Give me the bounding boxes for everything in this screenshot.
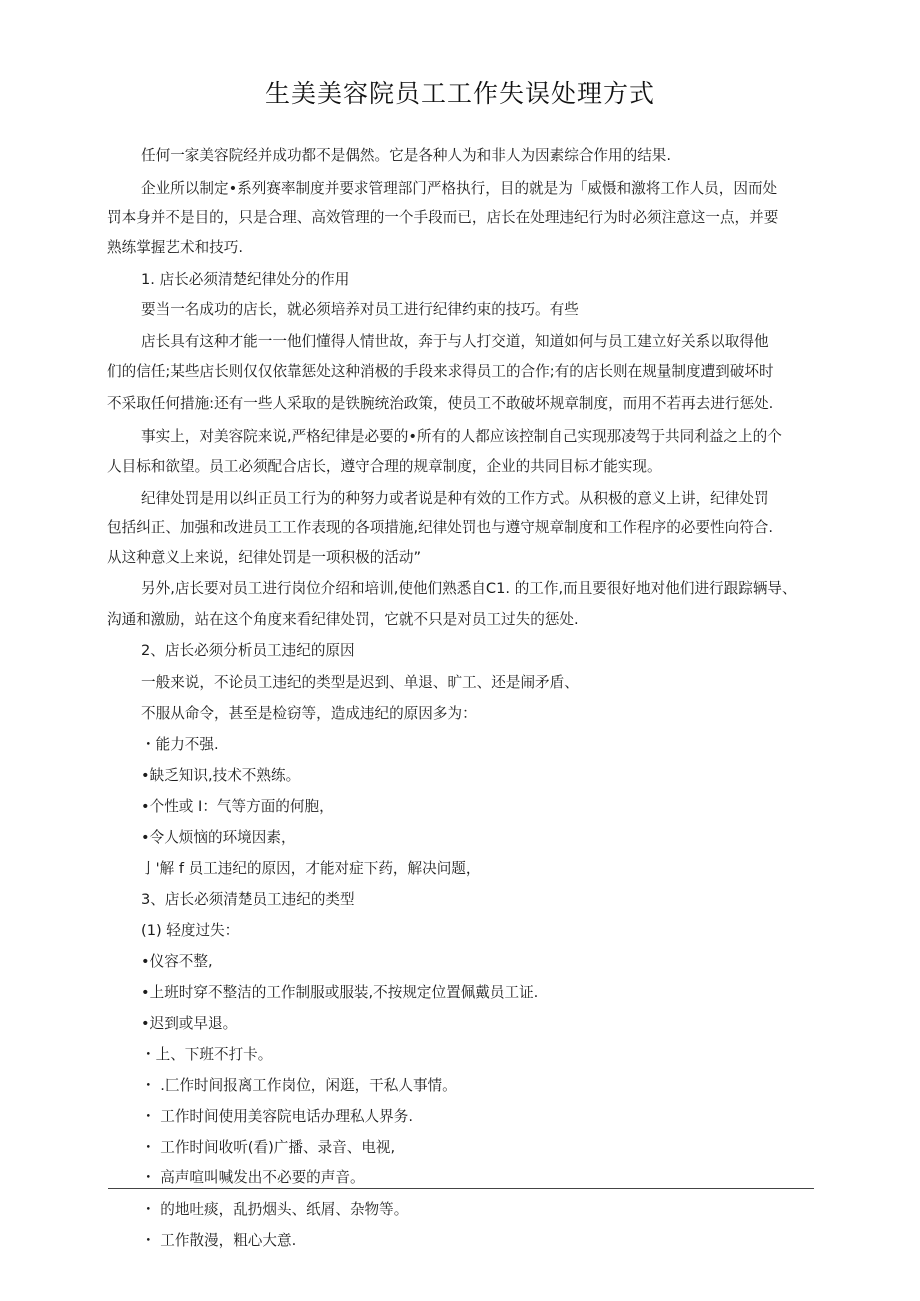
body-line: 要当一名成功的店长，就必须培养对员工进行纪律约束的技巧。有些 — [141, 301, 579, 318]
body-line: 不服从命令，甚至是检窃等，造成违纪的原因多为： — [141, 705, 477, 722]
body-line: 企业所以制定•系列赛率制度并要求管理部门严格执行，目的就是为「威慑和激将工作人员，因而处 — [141, 180, 778, 197]
list-item: •迟到或早退。 — [141, 1015, 238, 1032]
body-line: 另外,店长要对员工进行岗位介绍和培训,使他们熟悉自C1. 的工作,而且要很好地对他们进行跟踪辆导、 — [141, 580, 797, 597]
body-line: 沟通和激励，站在这个角度来看纪律处罚，它就不只是对员工过失的惩处. — [107, 611, 579, 628]
list-item: •个性或 I：气等方面的何胞， — [141, 798, 334, 815]
body-line: 事实上，对美容院来说,严格纪律是必要的•所有的人都应该控制自己实现那凌驾于共同利益之上的个 — [141, 428, 782, 445]
list-item: ・上、下班不打卡。 — [141, 1046, 273, 1063]
list-item: •缺乏知识,技术不熟练。 — [141, 767, 301, 784]
list-item: ・ 工作时间使用美容院电话办理私人界务. — [141, 1108, 413, 1125]
section-heading: 1. 店长必须清楚纪律处分的作用 — [141, 271, 350, 288]
body-line: 熟练掌握艺术和技巧. — [107, 239, 243, 256]
body-line: 纪律处罚是用以纠正员工行为的种努力或者说是种有效的工作方式。从积极的意义上讲，纪律处罚 — [141, 490, 769, 507]
list-item: •仪容不整, — [141, 953, 213, 970]
list-item: •上班时穿不整洁的工作制服或服装,不按规定位置佩戴员工证. — [141, 984, 539, 1001]
body-line: 们的信任;某些店长则仅仅依靠惩处这种消极的手段来求得员工的合作;有的店长则在规量制度遭到破坏时 — [107, 363, 774, 380]
list-item: ・ .匚作时间报离工作岗位，闲逛，干私人事情。 — [141, 1077, 457, 1094]
body-line: 从这种意义上来说，纪律处罚是一项积极的活动” — [107, 549, 422, 566]
list-item: ・ 工作时间收听(看)广播、录音、电视, — [141, 1139, 396, 1156]
list-item: ・ 工作散漫，粗心大意. — [141, 1232, 297, 1249]
document-title: 生美美容院员工工作失误处理方式 — [264, 79, 655, 108]
list-item: ・ 的地吐痰，乱扔烟头、纸屑、杂物等。 — [141, 1201, 409, 1218]
body-line: 人目标和欲望。员工必须配合店长，遵守合理的规章制度，企业的共同目标才能实现。 — [107, 458, 662, 475]
body-line: 不采取任何措施:还有一些人采取的是铁腕统治政策，使员工不敢破坏规章制度，而用不若再去进行惩处. — [107, 395, 774, 412]
body-line: 罚本身并不是目的，只是合理、高效管理的一个手段而已，店长在处理违纪行为时必须注意这一点，并要 — [107, 209, 779, 226]
body-line: 店长具有这种才能一一他们懂得人情世故，奔于与人打交道，知道如何与员工建立好关系以取得他 — [141, 333, 769, 350]
section-heading: 2、店长必须分析员工违纪的原因 — [141, 642, 355, 659]
list-item: ・ 高声喧叫喊发出不必要的声音。 — [141, 1169, 365, 1186]
body-line: 亅'解 f 员工违纪的原因，才能对症下药，解决问题， — [141, 860, 481, 877]
body-line: 一般来说，不论员工违纪的类型是迟到、单退、旷工、还是闹矛盾、 — [141, 674, 579, 691]
sub-heading: (1) 轻度过失： — [141, 922, 240, 939]
body-line: 包括纠正、加强和改进员工工作表现的各项措施,纪律处罚也与遵守规章制度和工作程序的必要性向符合. — [107, 519, 774, 536]
list-item: ・能力不强. — [141, 736, 219, 753]
list-item: •令人烦恼的环境因素， — [141, 829, 296, 846]
section-heading: 3、店长必须清楚员工违纪的类型 — [141, 891, 355, 908]
body-line: 任何一家美容院经并成功都不是偶然。它是各种人为和非人为因素综合作用的结果. — [141, 147, 672, 164]
page-divider — [108, 1188, 814, 1189]
